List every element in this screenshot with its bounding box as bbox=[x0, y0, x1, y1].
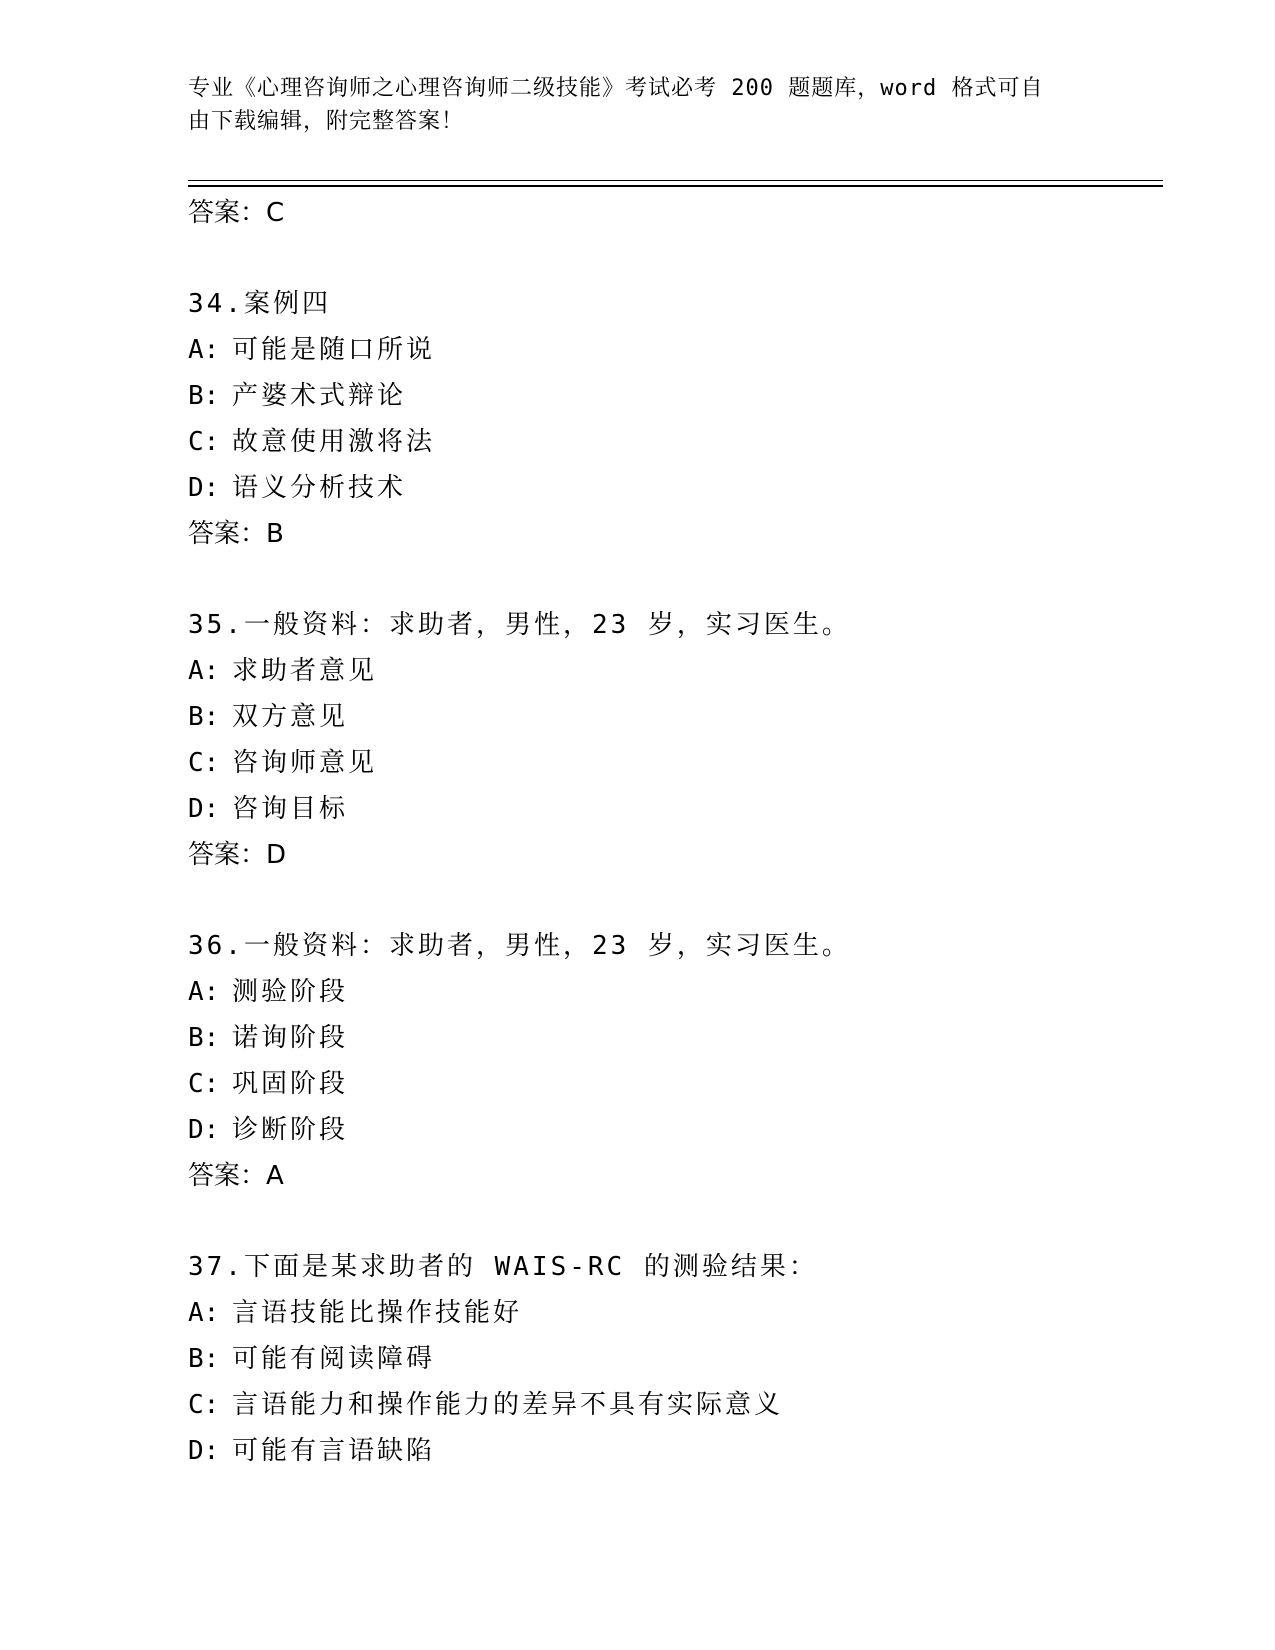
option-a bbox=[188, 969, 1163, 1015]
question-title: 35.一般资料：求助者，男性，23 岁，实习医生。 bbox=[188, 610, 851, 640]
option-text: 可能是随口所说 bbox=[232, 335, 436, 365]
option-key: A: bbox=[188, 335, 220, 365]
option-text: 产婆术式辩论 bbox=[232, 381, 407, 411]
option-key: B: bbox=[188, 1344, 220, 1374]
option-key: D: bbox=[188, 1436, 220, 1466]
question-title: 37.下面是某求助者的 WAIS-RC 的测验结果： bbox=[188, 1252, 818, 1282]
option-text: 语义分析技术 bbox=[232, 473, 407, 503]
option-key: C: bbox=[188, 748, 220, 778]
option-text: 巩固阶段 bbox=[232, 1069, 349, 1099]
question-list bbox=[188, 190, 1163, 1474]
document-header bbox=[188, 72, 1068, 138]
option-a bbox=[188, 1290, 1163, 1336]
question-title: 36.一般资料：求助者，男性，23 岁，实习医生。 bbox=[188, 931, 851, 961]
option-d bbox=[188, 1107, 1163, 1153]
header-line-1: 专业《心理咨询师之心理咨询师二级技能》考试必考 200 题题库，word 格式可自 bbox=[188, 76, 1044, 101]
question-37 bbox=[188, 1244, 1163, 1474]
question-title: 34.案例四 bbox=[188, 289, 331, 319]
option-text: 可能有言语缺陷 bbox=[232, 1436, 436, 1466]
option-text: 诊断阶段 bbox=[232, 1115, 349, 1145]
option-text: 故意使用激将法 bbox=[232, 427, 436, 457]
option-key: B: bbox=[188, 1023, 220, 1053]
option-d bbox=[188, 465, 1163, 511]
option-key: D: bbox=[188, 473, 220, 503]
question-36 bbox=[188, 923, 1163, 1199]
option-text: 言语技能比操作技能好 bbox=[232, 1298, 523, 1328]
option-key: C: bbox=[188, 1390, 220, 1420]
option-a bbox=[188, 648, 1163, 694]
option-key: C: bbox=[188, 427, 220, 457]
option-key: D: bbox=[188, 1115, 220, 1145]
option-key: B: bbox=[188, 381, 220, 411]
answer-line: 答案：A bbox=[188, 1161, 284, 1191]
option-d bbox=[188, 786, 1163, 832]
option-c bbox=[188, 1382, 1163, 1428]
option-a bbox=[188, 327, 1163, 373]
option-key: A: bbox=[188, 1298, 220, 1328]
option-text: 双方意见 bbox=[232, 702, 349, 732]
header-line-2: 由下载编辑，附完整答案！ bbox=[188, 109, 465, 134]
answer-line: 答案：D bbox=[188, 840, 287, 870]
question-34 bbox=[188, 281, 1163, 557]
header-divider-thin bbox=[188, 180, 1163, 181]
option-text: 咨询师意见 bbox=[232, 748, 378, 778]
option-key: A: bbox=[188, 977, 220, 1007]
option-key: B: bbox=[188, 702, 220, 732]
option-c bbox=[188, 1061, 1163, 1107]
option-text: 诺询阶段 bbox=[232, 1023, 349, 1053]
option-b bbox=[188, 694, 1163, 740]
option-key: D: bbox=[188, 794, 220, 824]
answer-line: 答案：C bbox=[188, 198, 285, 228]
option-b bbox=[188, 373, 1163, 419]
option-key: C: bbox=[188, 1069, 220, 1099]
option-text: 言语能力和操作能力的差异不具有实际意义 bbox=[232, 1390, 784, 1420]
header-divider-thick bbox=[188, 185, 1163, 187]
option-c bbox=[188, 740, 1163, 786]
answer-line: 答案：B bbox=[188, 519, 284, 549]
option-text: 咨询目标 bbox=[232, 794, 349, 824]
option-key: A: bbox=[188, 656, 220, 686]
option-text: 求助者意见 bbox=[232, 656, 378, 686]
option-text: 测验阶段 bbox=[232, 977, 349, 1007]
option-text: 可能有阅读障碍 bbox=[232, 1344, 436, 1374]
option-b bbox=[188, 1336, 1163, 1382]
option-b bbox=[188, 1015, 1163, 1061]
option-c bbox=[188, 419, 1163, 465]
option-d bbox=[188, 1428, 1163, 1474]
question-35 bbox=[188, 602, 1163, 878]
